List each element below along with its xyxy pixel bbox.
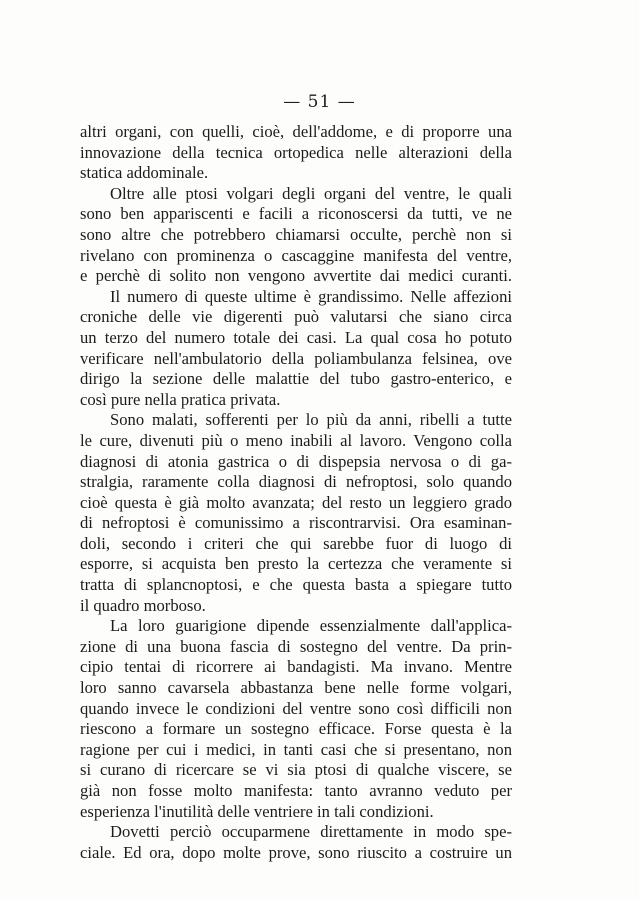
text-line: esperienza l'inutilità delle ventriere in tali condizioni. [80, 801, 434, 821]
text-line: innovazione della tecnica ortopedica nelle alterazioni della [80, 142, 512, 162]
text-line: esporre, si acquista ben presto la certezza che veramente si [80, 554, 512, 574]
paragraph-first-line: Sono malati, sofferenti per lo più da anni, ribelli a tutte [110, 410, 512, 430]
text-line: diagnosi di atonia gastrica o di dispepsia nervosa o di ga- [80, 451, 512, 471]
body-text [80, 122, 512, 863]
paragraph-first-line: Il numero di queste ultime è grandissimo. Nelle affezioni [110, 286, 512, 306]
paragraph-first-line: Oltre alle ptosi volgari degli organi del ventre, le quali [110, 183, 512, 203]
text-line: tratta di splancnoptosi, e che questa basta a spiegare tutto [80, 575, 512, 595]
text-line: doli, secondo i criteri che qui sarebbe fuor di luogo di [80, 533, 512, 553]
text-line: statica addominale. [80, 163, 209, 183]
text-line: verificare nell'ambulatorio della poliambulanza felsinea, ove [80, 348, 512, 368]
text-line: loro sanno cavarsela abbastanza bene nelle forme volgari, [80, 678, 512, 698]
text-line: stralgia, raramente colla diagnosi di nefroptosi, solo quando [80, 472, 512, 492]
page-number: — 51 — [283, 92, 356, 112]
text-line: un terzo del numero totale dei casi. La qual cosa ho potuto [80, 327, 512, 347]
text-line: croniche delle vie digerenti può valutarsi che siano circa [80, 307, 512, 327]
text-line: e perchè di solito non vengono avvertite dai medici curanti. [80, 266, 512, 286]
text-line: cioè questa è già molto avanzata; del resto un leggiero grado [80, 492, 512, 512]
text-line: altri organi, con quelli, cioè, dell'addome, e di proporre una [80, 122, 512, 141]
text-line: zione di una buona fascia di sostegno del ventre. Da prin- [80, 636, 512, 656]
text-line: sono altre che potrebbero chiamarsi occulte, perchè non si [80, 224, 512, 244]
text-line: riescono a formare un sostegno efficace. Forse questa è la [80, 719, 512, 739]
text-line: quando invece le condizioni del ventre sono così difficili non [80, 698, 512, 718]
text-line: già non fosse molto manifesta: tanto avranno veduto per [80, 781, 512, 800]
text-line: si curano di ricercare se vi sia ptosi di qualche viscere, se [80, 760, 512, 780]
paragraph-first-line: La loro guarigione dipende essenzialmente dall'applica- [110, 616, 512, 636]
text-line: dirigo la sezione delle malattie del tubo gastro-enterico, e [80, 369, 512, 389]
text-line: ragione per cui i medici, in tanti casi che si presentano, non [80, 739, 512, 759]
text-line: ciale. Ed ora, dopo molte prove, sono riuscito a costruire un [80, 842, 512, 862]
paragraph-first-line: Dovetti perciò occuparmene direttamente in modo spe- [110, 822, 512, 842]
text-line: il quadro morboso. [80, 595, 206, 615]
text-line: cipio tentai di ricorrere ai bandagisti. Ma invano. Mentre [80, 657, 512, 677]
text-line: rivelano con prominenza o cascaggine manifesta del ventre, [80, 245, 512, 265]
text-line: così pure nella pratica privata. [80, 389, 281, 409]
text-line: le cure, divenuti più o meno inabili al lavoro. Vengono colla [80, 430, 512, 450]
text-line: di nefroptosi è comunissimo a riscontrarvisi. Ora esaminan- [80, 513, 512, 533]
text-line: sono ben appariscenti e facili a riconoscersi da tutti, ve ne [80, 204, 512, 224]
